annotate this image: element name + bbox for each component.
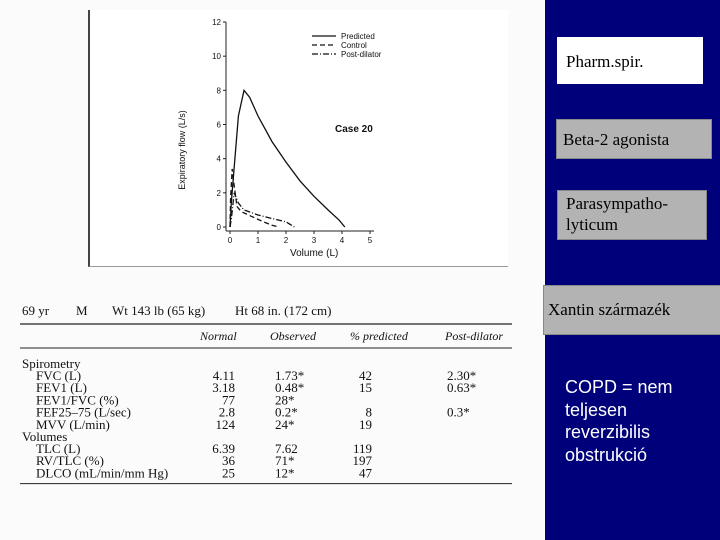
- y-tick-label: 10: [212, 52, 221, 62]
- parasympatholytic-box: Parasympatho-lyticum: [557, 190, 707, 240]
- patient-sex: M: [76, 303, 88, 318]
- legend-label: Predicted: [341, 32, 375, 41]
- row-label: FEV1/FVC (%): [36, 392, 119, 408]
- flow-volume-chart: [0, 0, 545, 270]
- y-tick-label: 0: [216, 223, 221, 232]
- conclusion-line: teljesen: [565, 399, 628, 420]
- cell-predicted: 42: [359, 368, 372, 383]
- row-label: MVV (L/min): [36, 416, 110, 432]
- patient-weight: Wt 143 lb (65 kg): [112, 303, 206, 318]
- patient-height: Ht 68 in. (172 cm): [235, 303, 332, 318]
- x-tick-label: 0: [227, 236, 233, 245]
- table-section-title: Volumes: [22, 429, 68, 444]
- cell-observed: 71*: [275, 453, 295, 469]
- row-label: FVC (L): [36, 368, 82, 383]
- cell-normal: 36: [222, 453, 235, 469]
- cell-observed: 0.2*: [275, 404, 298, 420]
- y-tick-label: 8: [216, 86, 221, 96]
- row-label: FEF25–75 (L/sec): [36, 404, 131, 420]
- conclusion-line: COPD = nem: [565, 377, 673, 397]
- chart-legend: [312, 32, 382, 59]
- cell-observed: 28*: [275, 392, 295, 408]
- spirometry-table: [0, 290, 545, 540]
- header-normal: Normal: [200, 329, 237, 343]
- cell-predicted: 19: [359, 416, 372, 432]
- x-tick-label: 4: [339, 236, 345, 245]
- conclusion-line: reverzibilis: [565, 422, 651, 442]
- table-section-title: Spirometry: [22, 356, 81, 371]
- cell-normal: 4.11: [212, 368, 235, 383]
- cell-post-dilator: 0.63*: [447, 380, 477, 396]
- y-axis-label: [177, 110, 187, 190]
- cell-normal: 124: [215, 416, 235, 432]
- cell-observed: 1.73*: [275, 368, 305, 383]
- x-tick-label: 3: [311, 236, 317, 245]
- header-observed: Observed: [270, 329, 316, 343]
- series-line: [230, 169, 279, 227]
- y-tick-label: 4: [216, 154, 221, 164]
- pharm-spir-box: Pharm.spir.: [557, 37, 703, 84]
- row-label: FEV1 (L): [36, 380, 87, 396]
- cell-normal: 77: [222, 392, 235, 408]
- cell-normal: 3.18: [212, 380, 235, 396]
- patient-age: 69 yr: [22, 303, 50, 318]
- cell-predicted: 119: [352, 441, 372, 456]
- x-tick-label: 2: [283, 236, 289, 245]
- cell-predicted: 8: [365, 404, 372, 420]
- cell-normal: 2.8: [218, 404, 235, 420]
- y-tick-label: 6: [216, 120, 221, 130]
- row-label: TLC (L): [36, 441, 81, 456]
- y-axis-label-line1: Expiratory flow (L/s): [177, 110, 187, 190]
- beta2-agonist-box: Beta-2 agonista: [556, 119, 712, 159]
- y-tick-label: 2: [216, 188, 221, 198]
- header-predicted: % predicted: [350, 329, 408, 343]
- y-tick-label: 12: [212, 18, 221, 27]
- cell-observed: 0.48*: [275, 380, 305, 396]
- series-line: [230, 90, 345, 227]
- cell-predicted: 197: [352, 453, 372, 469]
- header-post-dilator: Post-dilator: [445, 329, 504, 343]
- x-axis-label: Volume (L): [290, 248, 339, 259]
- cell-predicted: 47: [359, 465, 372, 481]
- x-tick-label: 5: [367, 236, 373, 245]
- cell-normal: 6.39: [212, 441, 235, 456]
- chart-annotation: Case 20: [335, 124, 373, 135]
- copd-conclusion: [565, 376, 715, 466]
- legend-label: Control: [341, 41, 367, 50]
- cell-post-dilator: 2.30*: [447, 368, 477, 383]
- cell-predicted: 15: [359, 380, 372, 396]
- cell-observed: 7.62: [275, 441, 298, 456]
- xanthine-box: Xantin származék: [543, 285, 720, 335]
- row-label: DLCO (mL/min/mm Hg): [36, 465, 169, 481]
- legend-label: Post-dilator: [341, 50, 382, 59]
- cell-normal: 25: [222, 465, 235, 481]
- row-label: RV/TLC (%): [36, 453, 104, 469]
- cell-post-dilator: 0.3*: [447, 404, 470, 420]
- cell-observed: 24*: [275, 416, 295, 432]
- conclusion-line: obstrukció: [565, 444, 648, 465]
- cell-observed: 12*: [275, 465, 295, 481]
- x-tick-label: 1: [255, 236, 261, 245]
